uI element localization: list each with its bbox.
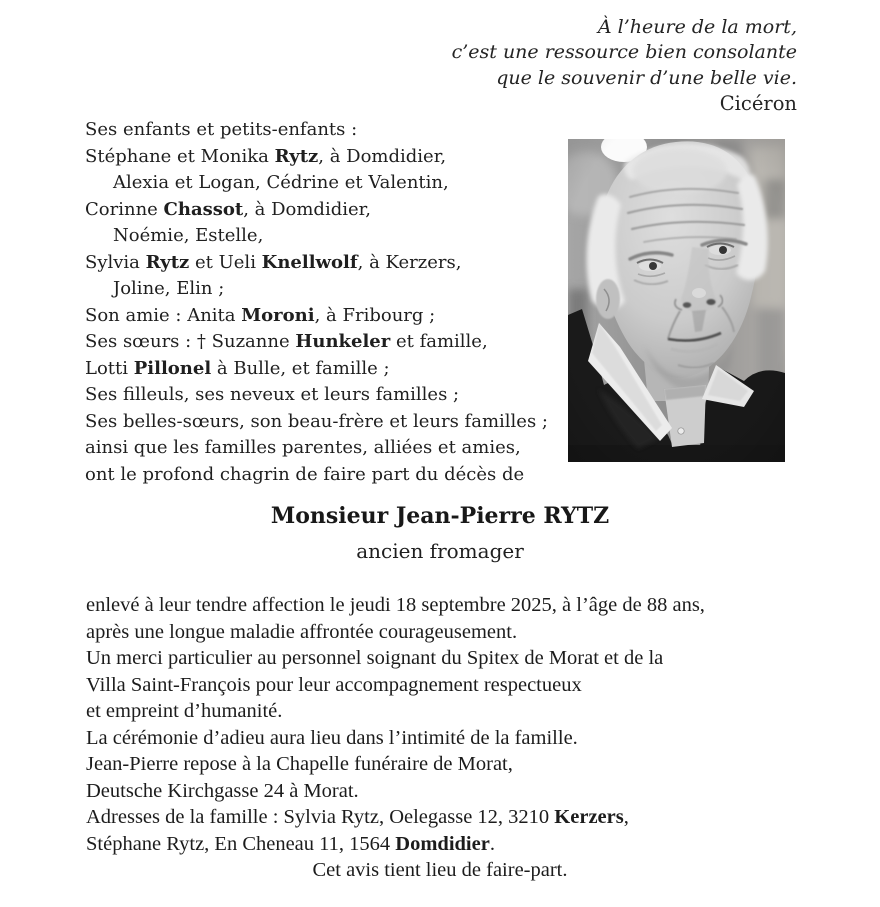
quote-line: c’est une ressource bien consolante: [451, 41, 797, 64]
deceased-occupation: ancien fromager: [356, 539, 524, 563]
body-line: [86, 698, 794, 725]
body-line: [86, 831, 794, 858]
family-name-bold: Moroni: [241, 304, 315, 326]
family-text: Lotti: [85, 357, 134, 379]
family-line: [85, 329, 548, 356]
closing-line: Cet avis tient lieu de faire-part.: [312, 859, 568, 881]
family-text: Stéphane et Monika: [85, 145, 275, 167]
portrait-photo: [568, 139, 785, 462]
family-line: [85, 197, 548, 224]
family-text: ainsi que les familles parentes, alliées et amies,: [85, 437, 521, 458]
family-text: et Ueli: [189, 251, 262, 273]
family-line: [85, 250, 548, 277]
body-line: [86, 778, 794, 805]
family-line: [85, 409, 548, 436]
body-text: et empreint d’humanité.: [86, 700, 283, 722]
body-text: Adresses de la famille : Sylvia Rytz, Oelegasse 12, 3210: [86, 806, 555, 828]
announcement-body: [86, 592, 794, 884]
family-text: , à Kerzers,: [357, 251, 462, 273]
family-text: ont le profond chagrin de faire part du décès de: [85, 463, 525, 485]
family-text: Alexia et Logan, Cédrine et Valentin,: [113, 172, 449, 193]
family-text: Corinne: [85, 198, 164, 220]
family-text: Noémie, Estelle,: [113, 225, 264, 246]
family-line: [85, 144, 548, 171]
address-town-bold: Domdidier: [395, 832, 490, 855]
body-text: Stéphane Rytz, En Cheneau 11, 1564: [86, 832, 396, 855]
body-line: [86, 672, 794, 699]
deceased-name: Monsieur Jean-Pierre RYTZ: [270, 503, 610, 529]
body-text: ,: [623, 806, 629, 828]
family-name-bold: Knellwolf: [261, 251, 358, 273]
family-name-bold: Rytz: [274, 145, 319, 167]
quote-attribution: Cicéron: [719, 92, 797, 116]
family-line: [85, 117, 548, 144]
family-line: [85, 223, 548, 250]
body-text: La cérémonie d’adieu aura lieu dans l’intimité de la famille.: [86, 726, 578, 749]
body-line: [86, 645, 794, 672]
family-text: Ses belles-sœurs, son beau-frère et leurs familles ;: [85, 410, 548, 432]
family-text: Ses enfants et petits-enfants :: [85, 119, 358, 140]
family-text: Ses filleuls, ses neveux et leurs familles ;: [85, 384, 460, 405]
family-line: [85, 382, 548, 409]
body-text: Un merci particulier au personnel soignant du Spitex de Morat et de la: [86, 647, 664, 669]
body-text: Villa Saint-François pour leur accompagnement respectueux: [86, 673, 582, 696]
family-name-bold: Pillonel: [133, 357, 212, 379]
body-line: [86, 592, 794, 619]
family-text: Son amie : Anita: [85, 304, 242, 326]
family-text: Sylvia: [85, 251, 146, 273]
body-text: enlevé à leur tendre affection le jeudi 18 septembre 2025, à l’âge de 88 ans,: [86, 594, 705, 616]
quote-line: que le souvenir d’une belle vie.: [496, 66, 797, 89]
body-text: Deutsche Kirchgasse 24 à Morat.: [86, 779, 359, 802]
body-line: [86, 804, 794, 831]
body-line: [86, 725, 794, 752]
family-text: , à Domdidier,: [318, 145, 447, 167]
family-text: , à Fribourg ;: [314, 304, 436, 326]
family-line: [85, 170, 548, 197]
body-text: après une longue maladie affrontée courageusement.: [86, 620, 518, 643]
family-text: Joline, Elin ;: [113, 278, 225, 299]
body-text: Jean-Pierre repose à la Chapelle funéraire de Morat,: [86, 753, 513, 775]
body-text: .: [489, 832, 495, 855]
family-line: [85, 462, 548, 489]
body-line: [86, 751, 794, 778]
family-name-bold: Rytz: [145, 251, 190, 273]
family-text: et famille,: [390, 331, 488, 352]
family-name-bold: Hunkeler: [295, 331, 391, 352]
family-line: [85, 303, 548, 330]
family-line: [85, 435, 548, 462]
family-text: , à Domdidier,: [243, 198, 371, 220]
family-name-bold: Chassot: [163, 198, 244, 220]
photo-vignette: [568, 139, 785, 462]
family-line: [85, 276, 548, 303]
family-text: à Bulle, et famille ;: [211, 357, 390, 379]
quote-block: [452, 15, 797, 117]
body-line: [86, 619, 794, 646]
family-line: [85, 356, 548, 383]
family-list: [85, 117, 548, 488]
family-text: Ses sœurs : † Suzanne: [85, 331, 296, 352]
quote-line: À l’heure de la mort,: [597, 16, 797, 38]
address-town-bold: Kerzers: [554, 806, 624, 828]
